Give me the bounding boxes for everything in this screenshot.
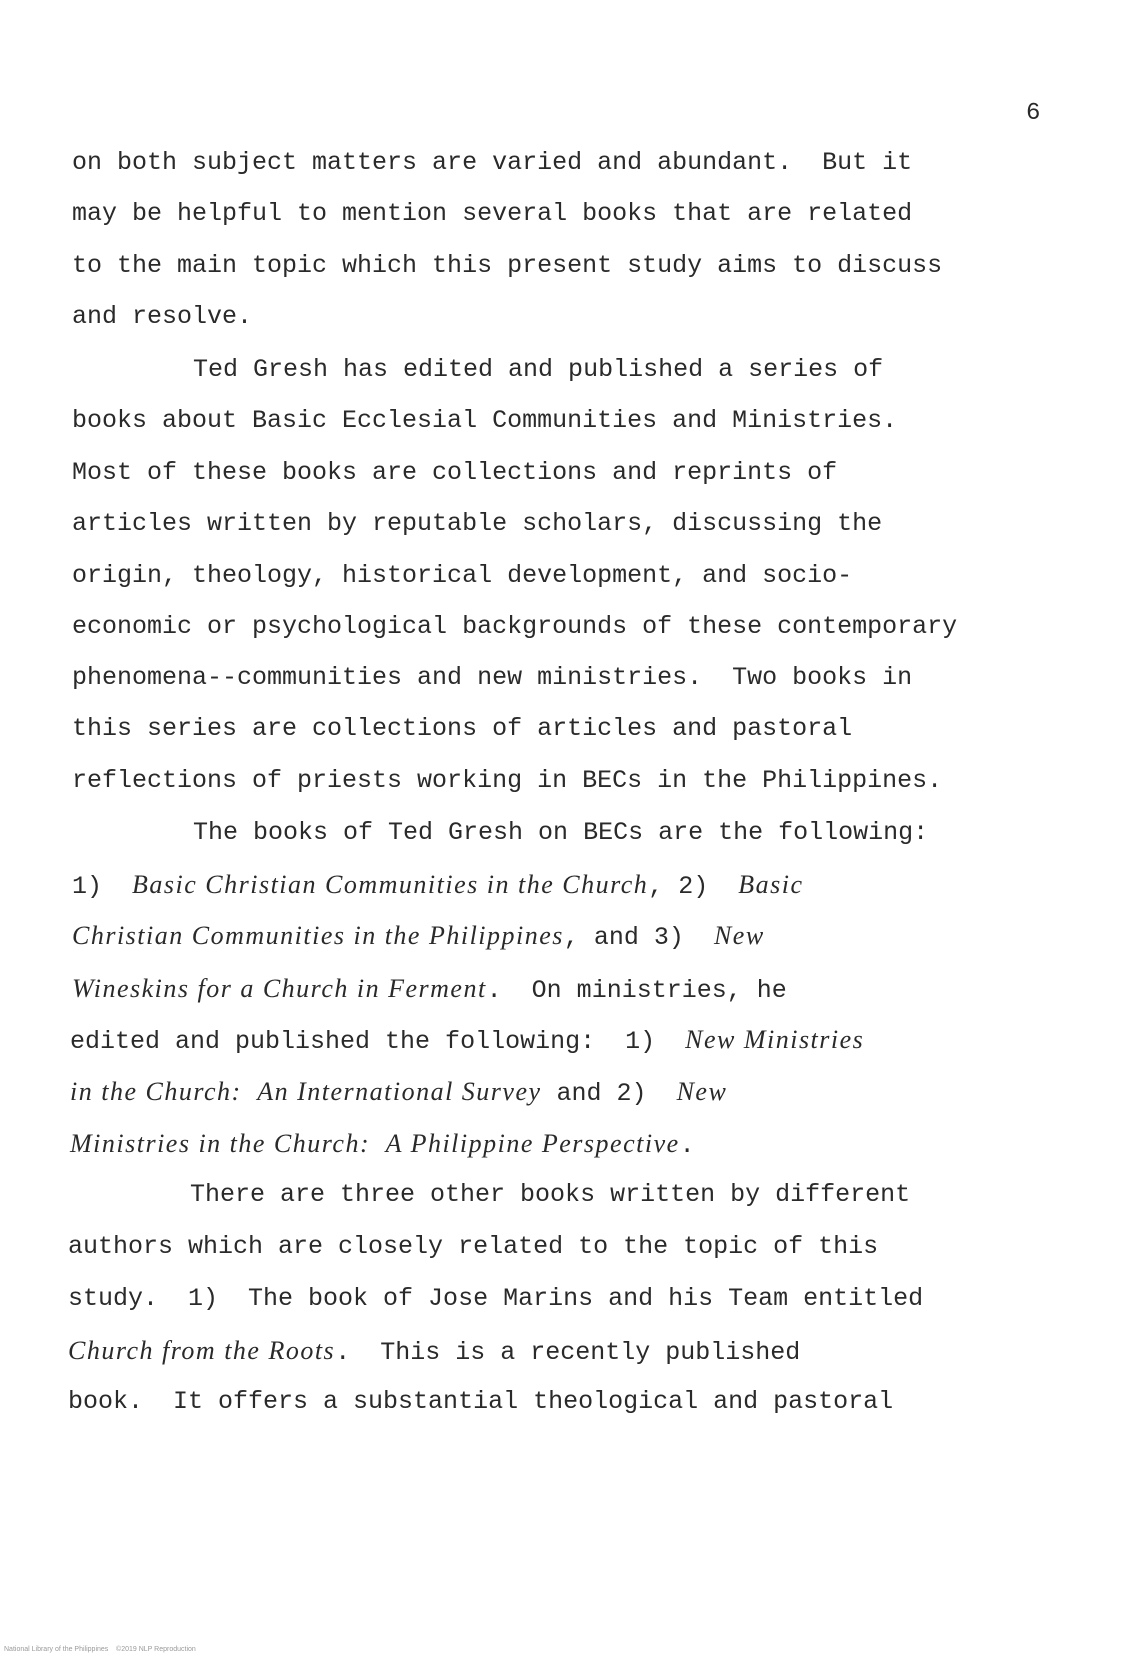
book-title: New Ministries	[685, 1025, 865, 1054]
text-line: this series are collections of articles and pastoral	[72, 714, 853, 743]
book-title: Ministries in the Church: A Philippine Perspective	[70, 1129, 680, 1158]
text-line: may be helpful to mention several books that are related	[72, 199, 913, 228]
text-line: to the main topic which this present study aims to discuss	[72, 251, 943, 280]
text-line: phenomena--communities and new ministries. Two books in	[72, 663, 913, 692]
text-line: The books of Ted Gresh on BECs are the following:	[193, 818, 929, 847]
text-line: and resolve.	[72, 302, 253, 331]
text-line: Ministries in the Church: A Philippine Perspective.	[70, 1129, 695, 1160]
book-title: Christian Communities in the Philippines	[72, 921, 564, 950]
text-line: Church from the Roots. This is a recently published	[68, 1336, 801, 1367]
text-line: Ted Gresh has edited and published a series of	[193, 355, 884, 384]
book-title: New	[676, 1077, 728, 1106]
text-line: Christian Communities in the Philippines, and 3) New	[72, 921, 765, 952]
text-line: articles written by reputable scholars, discussing the	[72, 509, 883, 538]
text-line: Wineskins for a Church in Ferment. On ministries, he	[72, 974, 787, 1005]
page-number: 6	[1026, 100, 1041, 127]
footer-watermark: National Library of the Philippines ©2019 NLP Reproduction	[4, 1646, 196, 1653]
text-line: origin, theology, historical development, and socio-	[72, 561, 853, 590]
text-line: study. 1) The book of Jose Marins and his Team entitled	[68, 1284, 924, 1313]
text-line: Most of these books are collections and reprints of	[72, 458, 838, 487]
text-line: edited and published the following: 1) New Ministries	[70, 1025, 865, 1056]
book-title: Basic	[738, 870, 804, 899]
text-line: in the Church: An International Survey and 2) New	[70, 1077, 728, 1108]
text-line: economic or psychological backgrounds of these contemporary	[72, 612, 958, 641]
text-line: books about Basic Ecclesial Communities and Ministries.	[72, 406, 898, 435]
book-title: Wineskins for a Church in Ferment	[72, 974, 487, 1003]
book-title: Church from the Roots	[68, 1336, 336, 1365]
text-line: book. It offers a substantial theological and pastoral	[68, 1387, 894, 1416]
book-title: New	[713, 921, 765, 950]
book-title: Basic Christian Communities in the Church	[132, 870, 649, 899]
text-line: authors which are closely related to the topic of this	[68, 1232, 879, 1261]
book-title: in the Church: An International Survey	[70, 1077, 542, 1106]
text-line: There are three other books written by different	[190, 1180, 911, 1209]
text-line: 1) Basic Christian Communities in the Church, 2) Basic	[72, 870, 804, 901]
text-line: on both subject matters are varied and abundant. But it	[72, 148, 913, 177]
text-line: reflections of priests working in BECs in the Philippines.	[72, 766, 943, 795]
